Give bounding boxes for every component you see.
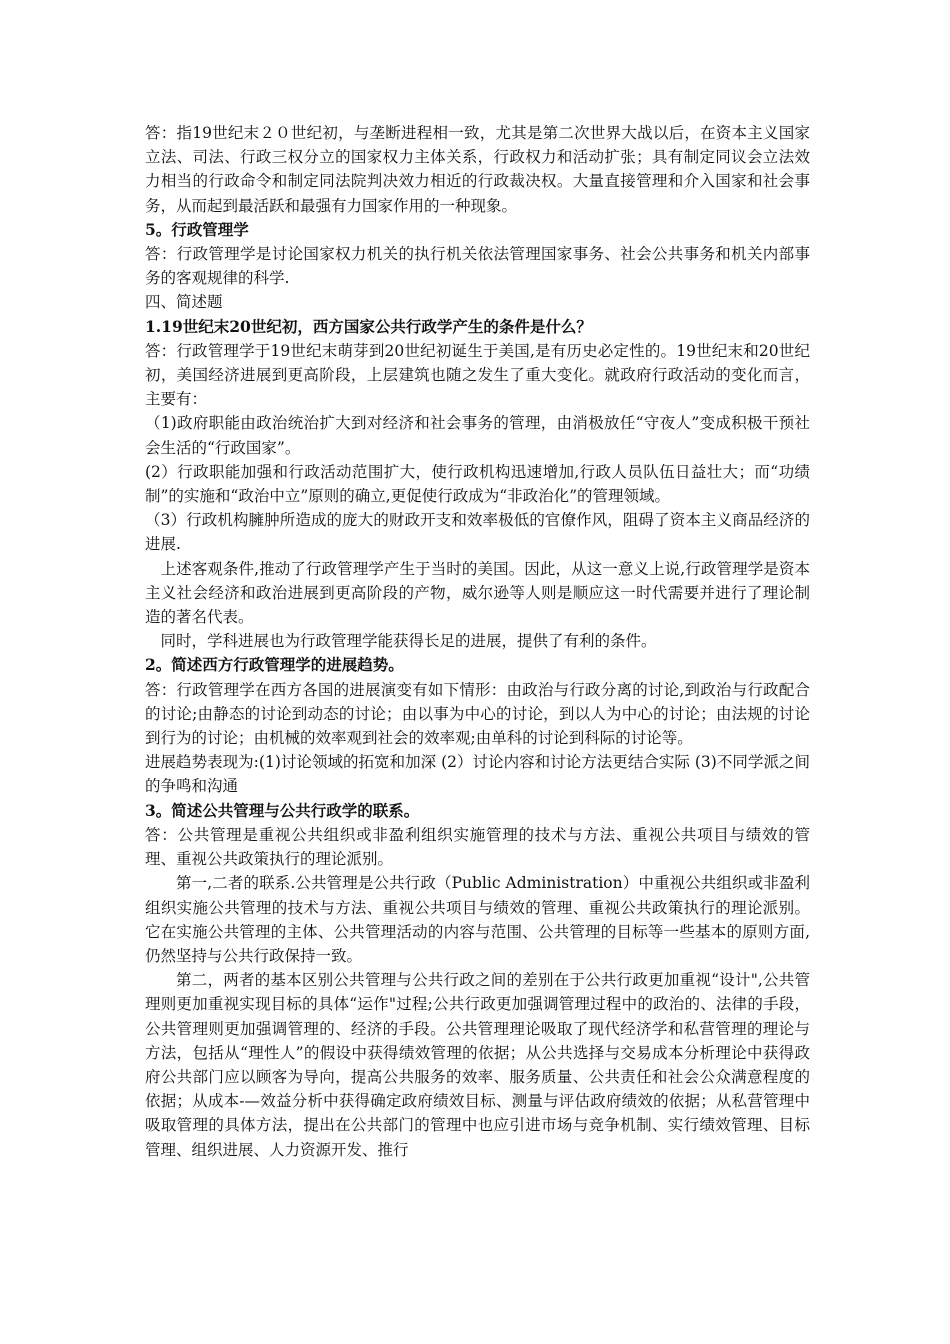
term-heading: 5。行政管理学 (145, 219, 249, 239)
question-heading: 1.19世纪末20世纪初，西方国家公共行政学产生的条件是什么？ (145, 316, 592, 336)
document-page (145, 121, 810, 1162)
answer-paragraph: 答：指19世纪末２０世纪初，与垄断进程相一致，尤其是第二次世界大战以后，在资本主义国家立法、司法、行政三权分立的国家权力主体关系，行政权力和活动扩张；具有制定同议会立法效力相当的行政命令和制定同法院判决效力相近的行政裁决权。大量直接管理和介入国家和社会事务，从而起到最活跃和最强有力国家作用的一种现象。 (145, 124, 810, 215)
answer-paragraph: 答：行政管理学于19世纪末萌芽到20世纪初诞生于美国,是有历史必定性的。19世纪末和20世纪初，美国经济进展到更高阶段，上层建筑也随之发生了重大变化。就政府行政活动的变化而言，主要有： (145, 341, 810, 409)
answer-paragraph: 同时，学科进展也为行政管理学能获得长足的进展，提供了有利的条件。 (160, 632, 657, 651)
answer-paragraph: 上述客观条件,推动了行政管理学产生于当时的美国。因此，从这一意义上说,行政管理学是资本主义社会经济和政治进展到更高阶段的产物，威尔逊等人则是顺应这一时代需要并进行了理论制造的著名代表。 (145, 559, 810, 627)
answer-paragraph: 第一,二者的联系.公共管理是公共行政（Public Administration）中重视公共组织或非盈利组织实施公共管理的技术与方法、重视公共项目与绩效的管理、重视公共政策执行的理论派别。它在实施公共管理的主体、公共管理活动的内容与范围、公共管理的目标等一些基本的原则方面,仍然坚持与公共行政保持一致。 (145, 874, 810, 965)
question-heading: 2。简述西方行政管理学的进展趋势。 (145, 655, 404, 675)
answer-list-item: (2）行政职能加强和行政活动范围扩大，使行政机构迅速增加,行政人员队伍日益壮大；而“功绩制”的实施和“政治中立”原则的确立,更促使行政成为“非政治化”的管理领域。 (145, 462, 810, 506)
answer-paragraph: 进展趋势表现为:(1)讨论领域的拓宽和加深 (2）讨论内容和讨论方法更结合实际 (3)不同学派之间的争鸣和沟通 (145, 753, 810, 796)
answer-list-item: （1)政府职能由政治统治扩大到对经济和社会事务的管理，由消极放任“守夜人”变成积极干预社会生活的“行政国家”。 (145, 414, 810, 457)
answer-paragraph: 答：行政管理学在西方各国的进展演变有如下情形：由政治与行政分离的讨论,到政治与行政配合的讨论;由静态的讨论到动态的讨论；由以事为中心的讨论，到以人为中心的讨论；由法规的讨论到行为的讨论；由机械的效率观到社会的效率观;由单科的讨论到科际的讨论等。 (145, 680, 810, 748)
answer-list-item: （3）行政机构臃肿所造成的庞大的财政开支和效率极低的官僚作风，阻碍了资本主义商品经济的进展. (145, 511, 810, 554)
answer-paragraph: 第二，两者的基本区别公共管理与公共行政之间的差别在于公共行政更加重视“设计",公共管理则更加重视实现目标的具体“运作"过程;公共行政更加强调管理过程中的政治的、法律的手段，公共管理则更加强调管理的、经济的手段。公共管理理论吸取了现代经济学和私营管理的理论与方法，包括从“理性人”的假设中获得绩效管理的依据；从公共选择与交易成本分析理论中获得政府公共部门应以顾客为导向，提高公共服务的效率、服务质量、公共责任和社会公众满意程度的依据；从成本-—效益分析中获得确定政府绩效目标、测量与评估政府绩效的依据；从私营管理中吸取管理的具体方法，提出在公共部门的管理中也应引进市场与竞争机制、实行绩效管理、目标管理、组织进展、人力资源开发、推行 (145, 971, 810, 1159)
answer-paragraph: 答：公共管理是重视公共组织或非盈利组织实施管理的技术与方法、重视公共项目与绩效的管理、重视公共政策执行的理论派别。 (145, 825, 810, 869)
section-heading: 四、简述题 (145, 293, 223, 312)
question-heading: 3。简述公共管理与公共行政学的联系。 (145, 800, 420, 820)
answer-paragraph: 答：行政管理学是讨论国家权力机关的执行机关依法管理国家事务、社会公共事务和机关内部事务的客观规律的科学. (145, 245, 810, 288)
